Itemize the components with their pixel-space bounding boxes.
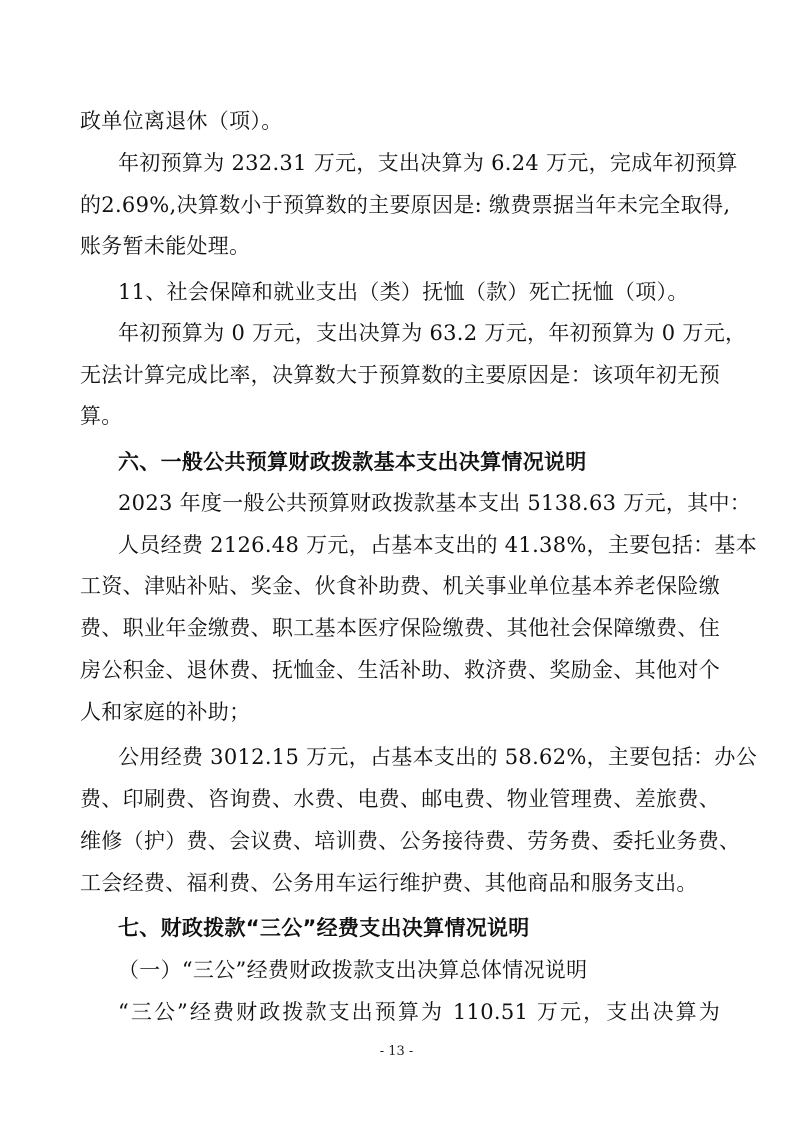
paragraph-line: 人员经费 2126.48 万元，占基本支出的 41.38%，主要包括：基本 [118,533,758,557]
paragraph-line: 维修（护）费、会议费、培训费、公务接待费、劳务费、委托业务费、 [80,829,741,853]
paragraph-line: 房公积金、退休费、抚恤金、生活补助、救济费、奖励金、其他对个 [80,658,720,682]
paragraph-line: 公用经费 3012.15 万元，占基本支出的 58.62%，主要包括：办公 [118,745,758,769]
page-number: - 13 - [379,1044,414,1059]
paragraph-line: “三公”经费财政拨款支出预算为 110.51 万元，支出决算为 [118,1000,720,1024]
paragraph-line: 人和家庭的补助； [80,700,251,724]
paragraph-line: 政单位离退休（项）。 [80,109,283,133]
paragraph-line: 11、社会保障和就业支出（类）抚恤（款）死亡抚恤（项）。 [118,280,689,304]
paragraph-line: 年初预算为 0 万元，支出决算为 63.2 万元，年初预算为 0 万元， [118,321,747,345]
paragraph-line: 年初预算为 232.31 万元，支出决算为 6.24 万元，完成年初预算 [118,151,738,175]
section-heading: 六、一般公共预算财政拨款基本支出决算情况说明 [118,450,587,474]
paragraph-line: 账务暂未能处理。 [80,234,251,258]
paragraph-line: 2023 年度一般公共预算财政拨款基本支出 5138.63 万元，其中： [118,491,752,515]
paragraph-line: 算。 [80,404,123,428]
paragraph-line: 工资、津贴补贴、奖金、伙食补助费、机关事业单位基本养老保险缴 [80,574,720,598]
section-heading: 七、财政拨款“三公”经费支出决算情况说明 [118,916,530,940]
paragraph-line: 工会经费、福利费、公务用车运行维护费、其他商品和服务支出。 [80,871,698,895]
paragraph-line: 的2.69%,决算数小于预算数的主要原因是: 缴费票据当年未完全取得, [80,193,731,217]
paragraph-line: 费、职业年金缴费、职工基本医疗保险缴费、其他社会保障缴费、住 [80,616,720,640]
subsection-heading: （一）“三公”经费财政拨款支出决算总体情况说明 [118,958,588,982]
paragraph-line: 无法计算完成比率，决算数大于预算数的主要原因是：该项年初无预 [80,363,720,387]
paragraph-line: 费、印刷费、咨询费、水费、电费、邮电费、物业管理费、差旅费、 [80,787,720,811]
